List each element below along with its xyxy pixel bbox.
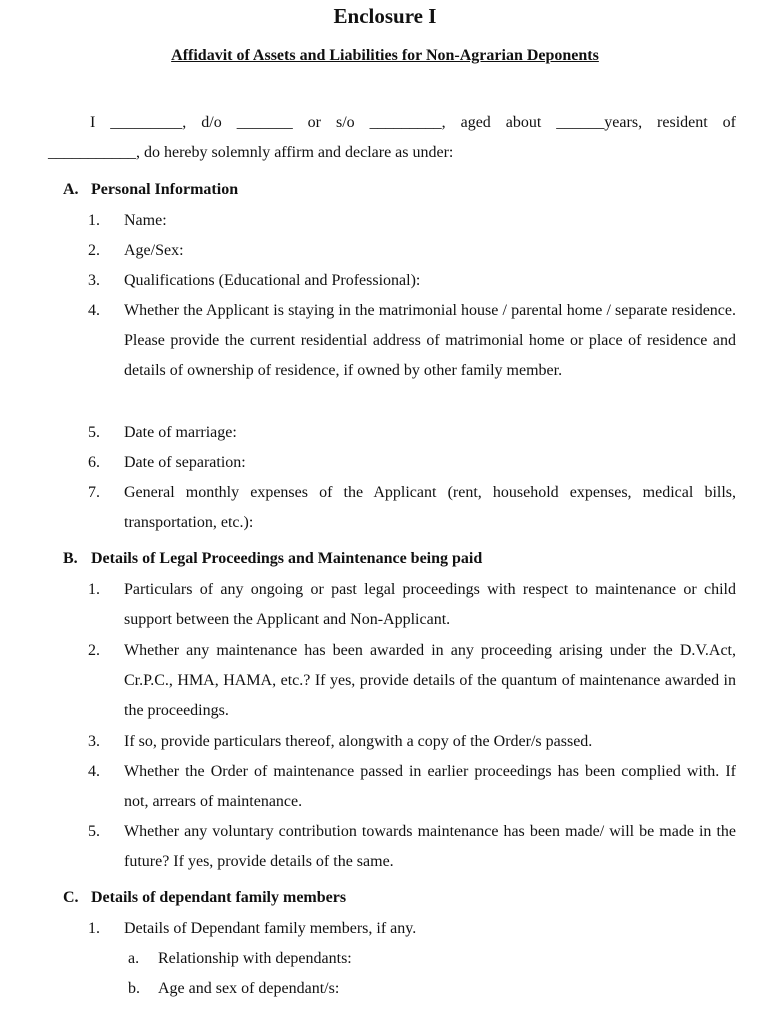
section-letter: B.: [63, 550, 78, 567]
item-text: General monthly expenses of the Applicant (rent, household expenses, medical bills, transportation, etc.):: [124, 484, 736, 531]
item-text: Qualifications (Educational and Professional):: [124, 272, 421, 289]
section-a-heading: [63, 180, 238, 200]
list-item: [88, 914, 736, 944]
section-c-heading: [63, 888, 346, 908]
item-number: 4.: [88, 763, 100, 780]
item-number: 6.: [88, 454, 100, 471]
list-item: [88, 418, 736, 448]
item-text: Particulars of any ongoing or past legal proceedings with respect to maintenance or child support between the Applicant and Non-Applicant.: [124, 581, 736, 628]
intro-line-1: I _________, d/o _______ or s/o _________, aged about ______years, resident of: [90, 114, 736, 131]
sub-list-item: [128, 944, 736, 974]
item-text: Whether any maintenance has been awarded in any proceeding arising under the D.V.Act, Cr.P.C., HMA, HAMA, etc.? If yes, provide details of the quantum of maintenance awarded in the proceedings.: [124, 642, 736, 719]
item-number: 2.: [88, 642, 100, 659]
intro-paragraph: [48, 108, 736, 168]
intro-line-2: ___________, do hereby solemnly affirm and declare as under:: [48, 144, 454, 161]
item-number: 1.: [88, 920, 100, 937]
item-number: 2.: [88, 242, 100, 259]
item-number: 7.: [88, 484, 100, 501]
item-text: Date of marriage:: [124, 424, 237, 441]
list-item: [88, 817, 736, 877]
item-text: Date of separation:: [124, 454, 246, 471]
item-number: 4.: [88, 302, 100, 319]
item-text: Age/Sex:: [124, 242, 184, 259]
section-letter: A.: [63, 181, 79, 198]
item-text: If so, provide particulars thereof, alongwith a copy of the Order/s passed.: [124, 733, 593, 750]
section-title: Details of dependant family members: [91, 889, 347, 906]
section-title: Details of Legal Proceedings and Maintenance being paid: [91, 550, 483, 567]
item-letter: a.: [128, 950, 140, 967]
document-title: Enclosure I: [333, 4, 437, 28]
list-item: [88, 727, 736, 757]
item-number: 5.: [88, 424, 100, 441]
list-item: [88, 296, 736, 386]
item-number: 5.: [88, 823, 100, 840]
item-text: Whether any voluntary contribution towards maintenance has been made/ will be made in the future? If yes, provide details of the same.: [124, 823, 736, 870]
list-item: [88, 448, 736, 478]
item-number: 1.: [88, 212, 100, 229]
list-item: [88, 206, 736, 236]
section-b-heading: [63, 549, 482, 569]
list-item: [88, 478, 736, 538]
list-item: [88, 236, 736, 266]
list-item: [88, 575, 736, 635]
list-item: [88, 636, 736, 726]
section-letter: C.: [63, 889, 79, 906]
item-text: Whether the Order of maintenance passed in earlier proceedings has been complied with. If not, arrears of maintenance.: [124, 763, 736, 810]
document-subtitle: Affidavit of Assets and Liabilities for Non-Agrarian Deponents: [171, 47, 599, 64]
item-text: Age and sex of dependant/s:: [158, 980, 340, 997]
item-number: 1.: [88, 581, 100, 598]
section-title: Personal Information: [91, 181, 239, 198]
sub-list-item: [128, 974, 736, 1004]
list-item: [88, 266, 736, 296]
list-item: [88, 757, 736, 817]
item-letter: b.: [128, 980, 140, 997]
item-text: Whether the Applicant is staying in the matrimonial house / parental home / separate residence. Please provide the current residential address of matrimonial home or place of residence and details of ownership of residence, if owned by other family member.: [124, 302, 736, 379]
item-number: 3.: [88, 272, 100, 289]
item-text: Relationship with dependants:: [158, 950, 352, 967]
item-number: 3.: [88, 733, 100, 750]
item-text: Name:: [124, 212, 167, 229]
item-text: Details of Dependant family members, if any.: [124, 920, 417, 937]
